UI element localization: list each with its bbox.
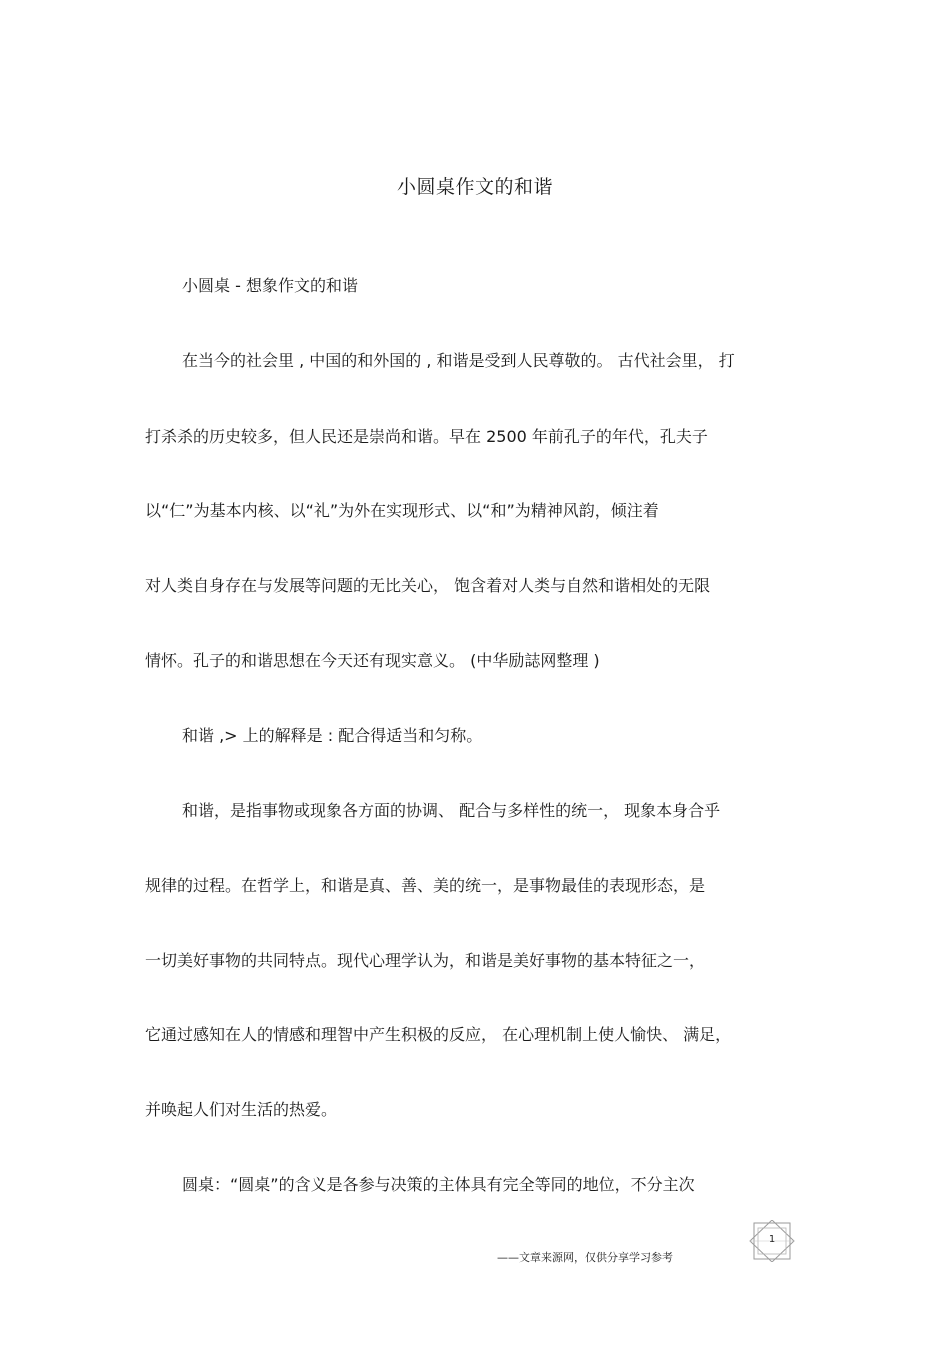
paragraph-line: 规律的过程。在哲学上，和谐是真、善、美的统一，是事物最佳的表现形态，是 bbox=[145, 876, 706, 895]
paragraph-line: 打杀杀的历史较多，但人民还是崇尚和谐。早在 2500 年前孔子的年代，孔夫子 bbox=[145, 427, 708, 446]
page-number-badge bbox=[748, 1220, 796, 1262]
footer-source-note: ——文章来源网，仅供分享学习参考 bbox=[497, 1251, 673, 1264]
paragraph-line: 圆桌：“圆桌”的含义是各参与决策的主体具有完全等同的地位，不分主次 bbox=[182, 1175, 695, 1194]
document-title: 小圆桌作文的和谐 bbox=[396, 176, 553, 198]
paragraph-line: 情怀。孔子的和谐思想在今天还有现实意义。 (中华励誌网整理 ) bbox=[145, 651, 600, 670]
paragraph-line: 和谐，是指事物或现象各方面的协调、 配合与多样性的统一， 现象本身合乎 bbox=[182, 801, 721, 820]
paragraph-line: 它通过感知在人的情感和理智中产生积极的反应， 在心理机制上使人愉快、 满足， bbox=[145, 1025, 732, 1044]
paragraph-line: 一切美好事物的共同特点。现代心理学认为，和谐是美好事物的基本特征之一， bbox=[145, 951, 706, 970]
paragraph-line: 以“仁”为基本内核、以“礼”为外在实现形式、以“和”为精神风韵，倾注着 bbox=[145, 501, 659, 520]
page-number: 1 bbox=[768, 1234, 776, 1245]
paragraph-line: 小圆桌 - 想象作文的和谐 bbox=[182, 276, 358, 295]
paragraph-line: 和谐 ,> 上的解释是 : 配合得适当和匀称。 bbox=[182, 726, 483, 745]
paragraph-line: 对人类自身存在与发展等问题的无比关心， 饱含着对人类与自然和谐相处的无限 bbox=[145, 576, 711, 595]
paragraph-line: 并唤起人们对生活的热爱。 bbox=[145, 1100, 338, 1119]
paragraph-line: 在当今的社会里 , 中国的和外国的 , 和谐是受到人民尊敬的。 古代社会里， 打 bbox=[182, 351, 735, 370]
